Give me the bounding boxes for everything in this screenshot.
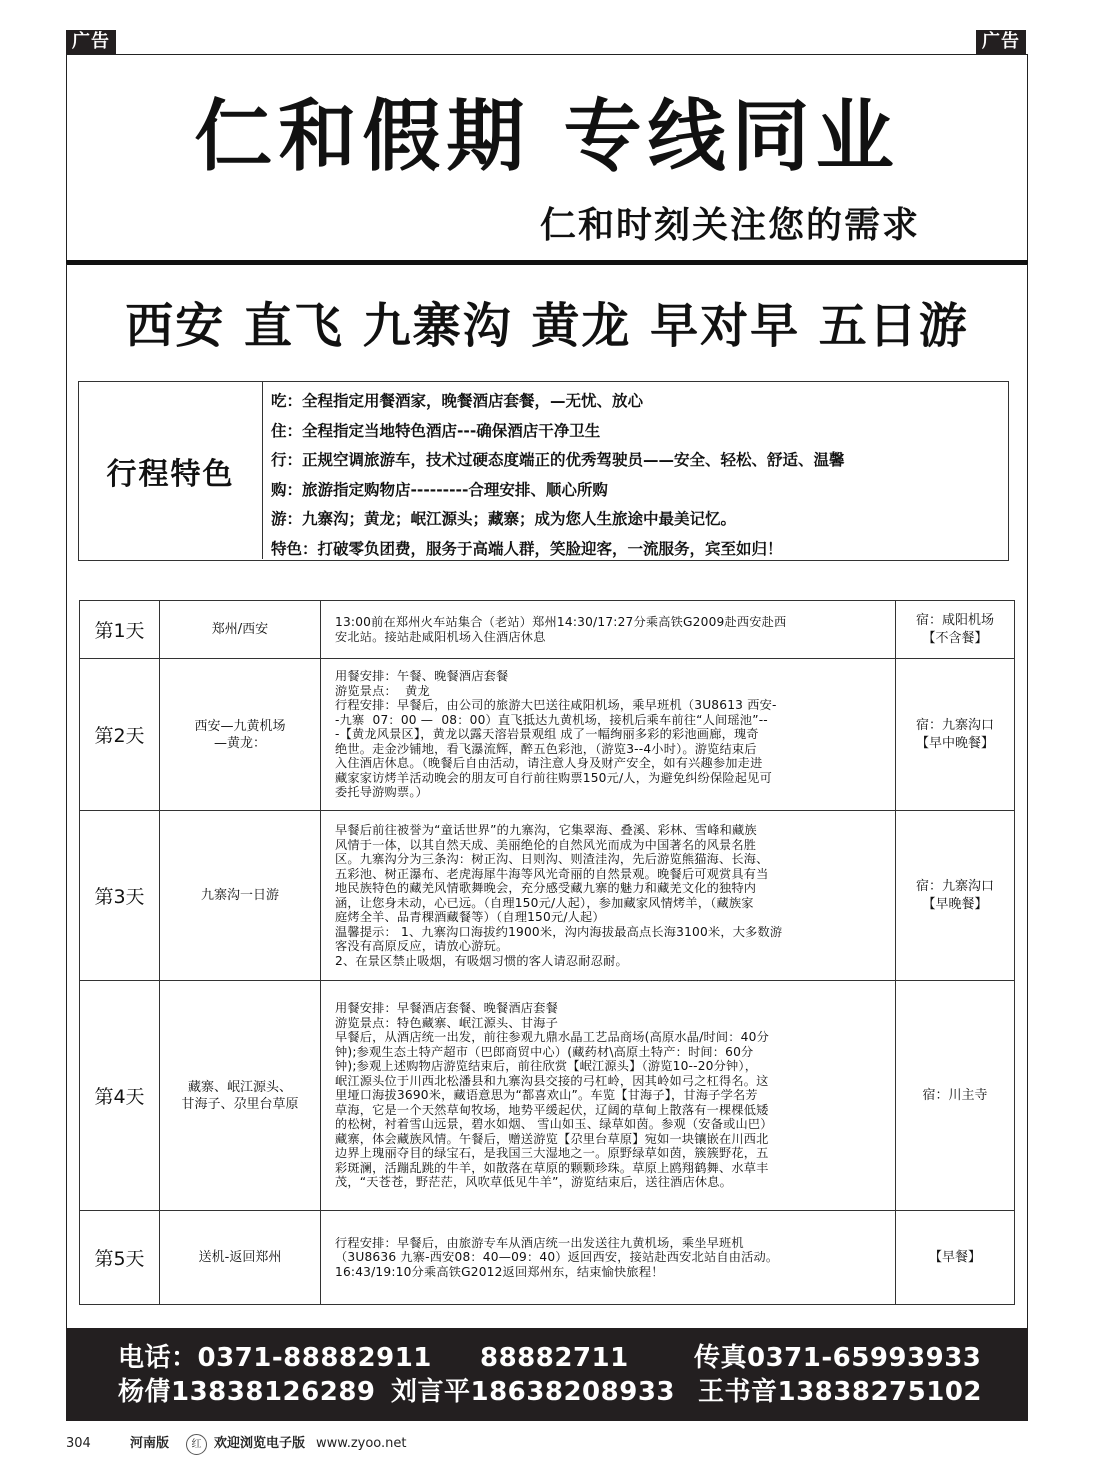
description-line: 地民族特色的藏羌风情歌舞晚会，充分感受藏九寨的魅力和藏羌文化的独特内 bbox=[335, 881, 757, 895]
itinerary-row bbox=[80, 981, 1015, 1211]
route-line: 送机-返回郑州 bbox=[198, 1250, 282, 1265]
day-description bbox=[321, 811, 896, 981]
day-label: 第5天 bbox=[80, 1211, 160, 1305]
features-title: 行程特色 bbox=[79, 382, 263, 559]
lodging-line: 宿：九寨沟口 bbox=[915, 878, 994, 894]
day-route bbox=[160, 659, 321, 811]
description-line: 的松树，衬着雪山远景，碧水如烟、 雪山如玉、绿草如茵。参观（安备或山巴） bbox=[335, 1117, 773, 1132]
day-description bbox=[321, 659, 896, 811]
description-line: 入住酒店休息。（晚餐后自由活动，请注意人身及财产安全，如有兴趣参加走进 bbox=[335, 756, 763, 771]
description-line: 行程安排：早餐后，由公司的旅游大巴送往咸阳机场，乘早班机（3U8613 西安- bbox=[335, 698, 777, 713]
day-label: 第1天 bbox=[80, 601, 160, 659]
description-line: 五彩池、树正瀑布、老虎海犀牛海等风光奇丽的自然景观。晚餐后可观赏具有当 bbox=[335, 866, 769, 881]
day-route bbox=[160, 601, 321, 659]
day-route bbox=[160, 1211, 321, 1305]
description-line: 2、在景区禁止吸烟，有吸烟习惯的客人请忍耐忍耐。 bbox=[335, 953, 628, 968]
welcome-text: 欢迎浏览电子版 bbox=[214, 1436, 306, 1451]
contact-person-2: 刘言平18638208933 bbox=[391, 1377, 675, 1407]
ad-tag-left: 广告 bbox=[66, 30, 116, 54]
contact-fax: 传真0371-65993933 bbox=[694, 1343, 982, 1373]
day-label: 第3天 bbox=[80, 811, 160, 981]
description-line: 13:00前在郑州火车站集合（老站）郑州14:30/17:27分乘高铁G2009赴西安赴西 bbox=[335, 615, 787, 629]
description-line: 茂，“天苍苍，野茫茫，风吹草低见牛羊”，游览结束后，送往酒店休息。 bbox=[335, 1175, 733, 1190]
edition-label: 河南版 bbox=[130, 1436, 170, 1451]
description-line: （3U8636 九寨-西安08：40—09：40）返回西安，接站赴西安北站自由活动。 bbox=[335, 1250, 779, 1265]
description-line: 岷江源头位于川西北松潘县和九寨沟县交接的弓杠岭，因其岭如弓之杠得名。这 bbox=[335, 1073, 769, 1088]
description-line: -九寨 07：00 — 08：00）直飞抵达九黄机场，接机后乘车前往“人间瑶池”-- bbox=[335, 712, 768, 727]
features-box bbox=[78, 381, 1009, 561]
site-url: www.zyoo.net bbox=[316, 1436, 407, 1451]
route-line: 甘海子、尕里台草原 bbox=[181, 1096, 299, 1112]
feature-food: 吃：全程指定用餐酒家，晚餐酒店套餐，—无忧、放心 bbox=[271, 392, 644, 410]
lodging-line: 【不含餐】 bbox=[922, 630, 988, 646]
description-line: 草海，它是一个天然草甸牧场，地势平缓起伏，辽阔的草甸上散落有一棵棵低矮 bbox=[335, 1102, 769, 1117]
route-line: 藏寨、岷江源头、 bbox=[187, 1079, 292, 1095]
description-line: 风情于一体，以其自然天成、美丽绝伦的自然风光而成为中国著名的风景名胜 bbox=[335, 837, 757, 852]
day-lodging bbox=[896, 811, 1015, 981]
itinerary-row bbox=[80, 1211, 1015, 1305]
lodging-line: 【早餐】 bbox=[928, 1249, 981, 1265]
feature-highlight: 特色：打破零负团费，服务于高端人群，笑脸迎客，一流服务，宾至如归！ bbox=[271, 539, 783, 558]
day-description bbox=[321, 981, 896, 1211]
day-route bbox=[160, 811, 321, 981]
day-label: 第2天 bbox=[80, 659, 160, 811]
route-line: 九寨沟一日游 bbox=[200, 888, 279, 903]
description-line: 边界上瑰丽夺目的绿宝石，是我国三大湿地之一。原野绿草如茵，簇簇野花，五 bbox=[335, 1146, 769, 1161]
description-line: 藏家家访烤羊活动晚会的朋友可自行前往购票150元/人，为避免纠纷保险起见可 bbox=[335, 770, 772, 785]
description-line: 早餐后前往被誉为“童话世界”的九寨沟，它集翠海、叠溪、彩林、雪峰和藏族 bbox=[335, 823, 757, 837]
day-label: 第4天 bbox=[80, 981, 160, 1211]
feature-transport: 行：正规空调旅游车，技术过硬态度端正的优秀驾驶员——安全、轻松、舒适、温馨 bbox=[271, 451, 845, 469]
route-line: 郑州/西安 bbox=[211, 622, 269, 637]
description-line: 彩斑澜，活蹦乱跳的牛羊，如散落在草原的颗颗珍珠。草原上鸥翔鹤舞、水草丰 bbox=[335, 1160, 769, 1175]
contact-person-1: 杨倩13838126289 bbox=[118, 1377, 376, 1407]
description-line: 安北站。接站赴咸阳机场入住酒店休息 bbox=[335, 629, 546, 644]
contact-person-3: 王书音13838275102 bbox=[698, 1377, 982, 1407]
description-line: 游览景点：特色藏寨、岷江源头、甘海子 bbox=[335, 1015, 558, 1030]
description-line: 用餐安排：午餐、晚餐酒店套餐 bbox=[335, 669, 509, 684]
description-line: -【黄龙风景区】，黄龙以露天溶岩景观组 成了一幅绚丽多彩的彩池画廊，瑰奇 bbox=[335, 727, 759, 742]
day-route bbox=[160, 981, 321, 1211]
contact-phone-2: 88882711 bbox=[480, 1343, 629, 1373]
day-lodging bbox=[896, 981, 1015, 1211]
day-description bbox=[321, 601, 896, 659]
features-list bbox=[271, 387, 1001, 564]
page-number: 304 bbox=[66, 1436, 91, 1451]
description-line: 庭烤全羊、品青稞酒藏餐等）（自理150元/人起） bbox=[335, 910, 605, 924]
agency-slogan: 仁和时刻关注您的需求 bbox=[540, 205, 921, 246]
day-lodging bbox=[896, 659, 1015, 811]
description-line: 行程安排：早餐后，由旅游专车从酒店统一出发送往九黄机场，乘坐早班机 bbox=[335, 1235, 744, 1250]
day-lodging bbox=[896, 1211, 1015, 1305]
feature-shopping: 购：旅游指定购物店---------合理安排、顺心所购 bbox=[271, 480, 608, 499]
description-line: 用餐安排：早餐酒店套餐、晚餐酒店套餐 bbox=[335, 1001, 558, 1016]
description-line: 涵，让您身未动，心已远。（自理150元/人起），参加藏家风情烤羊，（藏族家 bbox=[335, 895, 754, 910]
feature-lodging: 住：全程指定当地特色酒店---确保酒店干净卫生 bbox=[271, 421, 601, 440]
ad-tag-right: 广告 bbox=[976, 30, 1026, 54]
contact-bar bbox=[66, 1328, 1028, 1421]
day-description bbox=[321, 1211, 896, 1305]
lodging-line: 【早晚餐】 bbox=[922, 896, 988, 912]
lodging-line: 【早中晚餐】 bbox=[915, 735, 994, 751]
lodging-line: 宿：咸阳机场 bbox=[915, 612, 994, 628]
agency-title: 仁和假期 专线同业 bbox=[194, 92, 900, 182]
lodging-line: 宿：川主寺 bbox=[922, 1087, 988, 1103]
feature-sights: 游：九寨沟；黄龙；岷江源头；藏寨；成为您人生旅途中最美记忆。 bbox=[271, 510, 737, 528]
description-line: 16:43/19:10分乘高铁G2012返回郑州东，结束愉快旅程！ bbox=[335, 1264, 664, 1279]
description-line: 藏寨，体会藏族风情。午餐后，赠送游览【尕里台草原】宛如一块镶嵌在川西北 bbox=[335, 1131, 769, 1146]
day-lodging bbox=[896, 601, 1015, 659]
description-line: 钟);参观上述购物店游览结束后，前往欣赏【岷江源头】（游览10--20分钟）， bbox=[335, 1059, 758, 1074]
description-line: 里垭口海拔3690米，藏语意思为“都喜欢山”。车览【甘海子】，甘海子学名芳 bbox=[335, 1088, 758, 1103]
description-line: 客没有高原反应，请放心游玩。 bbox=[335, 939, 509, 953]
contact-phone: 电话：0371-88882911 bbox=[118, 1343, 432, 1373]
route-line: —黄龙： bbox=[213, 735, 266, 751]
description-line: 温馨提示： 1、九寨沟口海拔约1900米，沟内海拔最高点长海3100米，大多数游 bbox=[335, 924, 783, 939]
route-title: 西安 直飞 九寨沟 黄龙 早对早 五日游 bbox=[125, 298, 969, 354]
itinerary-row bbox=[80, 601, 1015, 659]
description-line: 早餐后，从酒店统一出发，前往参观九鼎水晶工艺品商场(高原水晶/时间：40分 bbox=[335, 1030, 769, 1045]
description-line: 游览景点： 黄龙 bbox=[335, 683, 430, 698]
lodging-line: 宿：九寨沟口 bbox=[915, 717, 994, 733]
description-line: 绝世。走金沙铺地，看飞瀑流辉，醉五色彩池，（游览3--4小时）。游览结束后 bbox=[335, 741, 757, 756]
itinerary-table bbox=[79, 600, 1015, 1305]
itinerary-row bbox=[80, 659, 1015, 811]
description-line: 区。九寨沟分为三条沟：树正沟、日则沟、则渣洼沟，先后游览熊猫海、长海、 bbox=[335, 852, 769, 866]
seal-icon: 红 bbox=[186, 1434, 207, 1455]
route-line: 西安—九黄机场 bbox=[194, 718, 286, 734]
description-line: 委托导游购票。） bbox=[335, 785, 428, 800]
itinerary-row bbox=[80, 811, 1015, 981]
description-line: 钟);参观生态土特产超市（巴郎商贸中心）(藏药材\高原土特产：时间：60分 bbox=[335, 1044, 754, 1059]
